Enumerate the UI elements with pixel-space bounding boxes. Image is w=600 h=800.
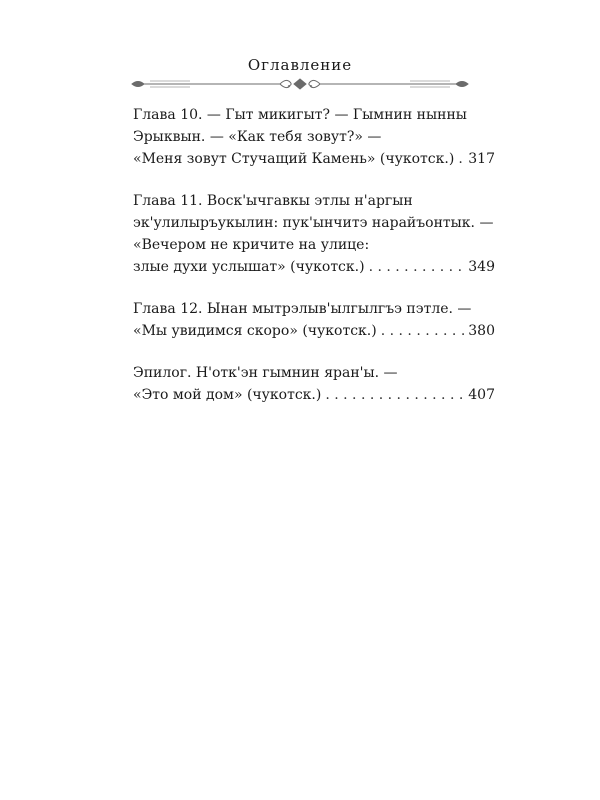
- toc-page-number: 349: [468, 259, 495, 275]
- toc-entry-line: Эпилог. Н'отк'эн гымнин яран'ы. —: [133, 365, 398, 381]
- toc-entry-line: Глава 12. Ынан мытрэлыв'ылгылгъэ пэтле. —: [133, 301, 472, 317]
- dot-leader: [325, 384, 464, 406]
- dot-leader: [458, 148, 464, 170]
- toc-page-number: 380: [468, 323, 495, 339]
- toc-entry-line: «Вечером не кричите на улице:: [133, 237, 370, 253]
- table-of-contents: [133, 104, 495, 426]
- toc-entry-last-line: [133, 256, 495, 278]
- toc-entry-line: злые духи услышат» (чукотск.): [133, 259, 365, 275]
- toc-entry-last-line: [133, 320, 495, 342]
- toc-entry-line: эк'улилыръукылин: пук'ынчитэ нарайъонтык. —: [133, 215, 494, 231]
- toc-entry-line: Глава 11. Воск'ычгавкы этлы н'аргын: [133, 193, 413, 209]
- toc-entry-chapter-10[interactable]: [133, 104, 495, 170]
- toc-entry-line: «Мы увидимся скоро» (чукотск.): [133, 323, 377, 339]
- toc-entry-last-line: [133, 384, 495, 406]
- dot-leader: [381, 320, 465, 342]
- toc-entry-line: «Это мой дом» (чукотск.): [133, 387, 322, 403]
- page-title: Оглавление: [247, 56, 353, 74]
- dot-leader: [369, 256, 465, 278]
- toc-entry-last-line: [133, 148, 495, 170]
- toc-entry-epilogue[interactable]: [133, 362, 495, 406]
- toc-entry-line: Эрыквын. — «Как тебя зовут?» —: [133, 129, 382, 145]
- toc-page-number: 407: [468, 387, 495, 403]
- toc-entry-line: Глава 10. — Гыт микигыт? — Гымнин нынны: [133, 107, 467, 123]
- toc-entry-chapter-11[interactable]: [133, 190, 495, 278]
- ornament-divider-icon: [130, 76, 470, 92]
- toc-entry-chapter-12[interactable]: [133, 298, 495, 342]
- toc-page-number: 317: [468, 151, 495, 167]
- toc-entry-line: «Меня зовут Стучащий Камень» (чукотск.): [133, 151, 455, 167]
